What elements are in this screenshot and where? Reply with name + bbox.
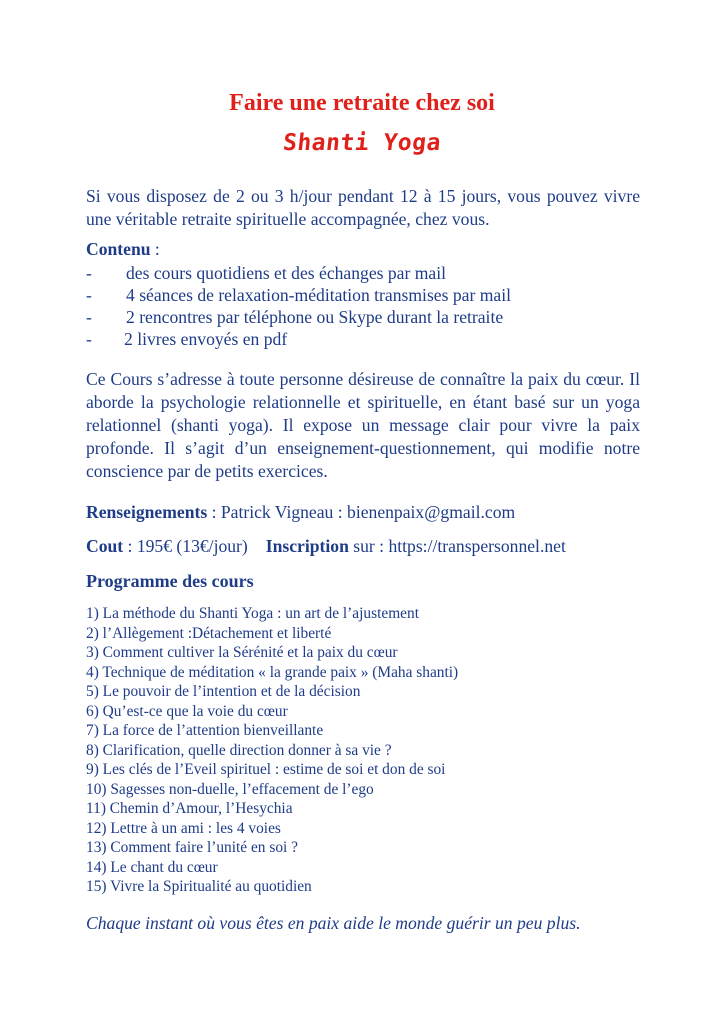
inscription-text: sur : https://transpersonnel.net [348, 536, 566, 556]
list-item: 10) Sagesses non-duelle, l’effacement de l’ego [86, 780, 374, 798]
list-item: 8) Clarification, quelle direction donner à sa vie ? [86, 741, 392, 759]
list-item [86, 262, 646, 284]
programme-list [86, 604, 646, 897]
programme-heading: Programme des cours [86, 571, 254, 591]
page-title: Faire une retraite chez soi [229, 90, 495, 116]
list-dash: - [86, 329, 92, 349]
list-item: 9) Les clés de l’Eveil spirituel : estime de soi et don de soi [86, 761, 446, 778]
inscription-label: Inscription [265, 536, 349, 556]
list-item-text: 2 livres envoyés en pdf [124, 329, 288, 349]
list-item-text: des cours quotidiens et des échanges par mail [126, 263, 447, 283]
list-item: 4) Technique de méditation « la grande paix » (Maha shanti) [86, 663, 459, 681]
contenu-label: Contenu [86, 239, 151, 259]
list-item: 14) Le chant du cœur [86, 858, 218, 876]
list-item: 1) La méthode du Shanti Yoga : un art de l’ajustement [86, 605, 419, 622]
list-item: 6) Qu’est-ce que la voie du cœur [86, 702, 288, 720]
cout-label: Cout [86, 536, 124, 556]
list-item: 15) Vivre la Spiritualité au quotidien [86, 878, 312, 895]
list-item: 13) Comment faire l’unité en soi ? [86, 839, 298, 856]
list-item-text: 4 séances de relaxation-méditation transmises par mail [126, 285, 511, 305]
list-item: 5) Le pouvoir de l’intention et de la décision [86, 683, 361, 700]
closing-quote: Chaque instant où vous êtes en paix aide le monde guérir un peu plus. [86, 913, 581, 933]
list-dash: - [86, 263, 92, 283]
list-item-text: 2 rencontres par téléphone ou Skype durant la retraite [126, 307, 504, 327]
list-item: 7) La force de l’attention bienveillante [86, 722, 324, 739]
contenu-suffix: : [150, 239, 160, 259]
pricing-line [86, 535, 640, 558]
list-item [86, 284, 646, 306]
list-item [86, 328, 646, 350]
contenu-list [86, 262, 646, 350]
contact-label: Renseignements [86, 502, 208, 522]
description-paragraph: Ce Cours s’adresse à toute personne désireuse de connaître la paix du cœur. Il aborde la psychologie relationnelle et spirituelle, en étant basé sur un yoga relationnel (shanti yoga). Il expose un message clair pour vivre la paix profonde. Il s’agit d’un enseignement-questionnement, qui modifie notre conscience par de petits exercices. [86, 369, 640, 481]
contenu-heading [86, 238, 640, 261]
intro-paragraph: Si vous disposez de 2 ou 3 h/jour pendant 12 à 15 jours, vous pouvez vivre une véritable retraite spirituelle accompagnée, chez vous. [86, 186, 640, 229]
contact-line [86, 501, 640, 524]
list-item: 12) Lettre à un ami : les 4 voies [86, 819, 281, 837]
list-dash: - [86, 285, 92, 305]
contact-text: : Patrick Vigneau : bienenpaix@gmail.com [207, 502, 516, 522]
list-item [86, 306, 646, 328]
page-subtitle: Shanti Yoga [281, 130, 443, 156]
cout-text: : 195€ (13€/jour) [123, 536, 248, 556]
list-item: 2) l’Allègement :Détachement et liberté [86, 624, 332, 642]
list-item: 11) Chemin d’Amour, l’Hesychia [86, 800, 293, 817]
list-item: 3) Comment cultiver la Sérénité et la paix du cœur [86, 644, 398, 661]
list-dash: - [86, 307, 92, 327]
